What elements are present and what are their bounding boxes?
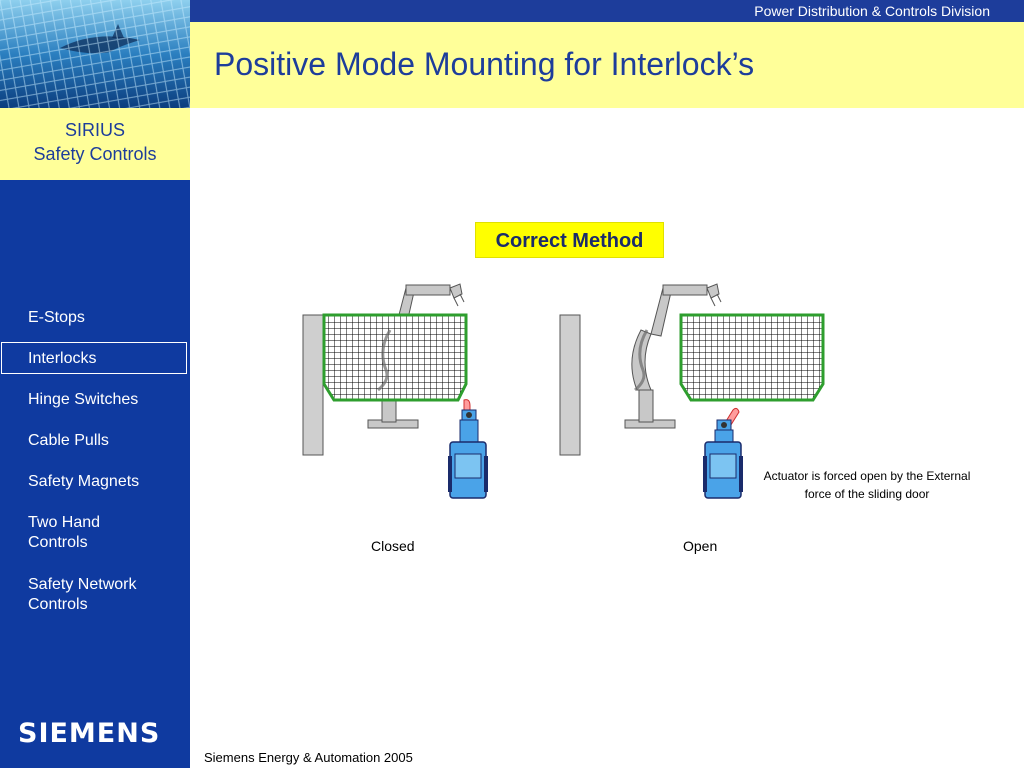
nav-item-e-stops[interactable]: E-Stops <box>28 309 85 326</box>
division-label: Power Distribution & Controls Division <box>754 3 990 19</box>
nav-item-interlocks[interactable]: Interlocks <box>28 350 97 367</box>
page-title: Positive Mode Mounting for Interlock’s <box>214 46 755 82</box>
header-photo <box>0 0 190 108</box>
sidebar-brand <box>0 108 190 180</box>
interlock-switch-open <box>703 420 743 498</box>
siemens-logo: SIEMENS <box>18 718 161 749</box>
interlock-switch-closed <box>448 410 488 498</box>
nav-item-two-hand-controls[interactable]: Two Hand Controls <box>28 514 101 551</box>
nav-item-safety-network-controls[interactable]: Safety Network Controls <box>28 576 137 613</box>
closed-diagram <box>298 280 498 502</box>
safety-fence <box>681 315 823 400</box>
wall-post <box>560 315 580 455</box>
wall-post <box>303 315 323 455</box>
nav-item-safety-magnets[interactable]: Safety Magnets <box>28 473 140 490</box>
nav-item-cable-pulls[interactable]: Cable Pulls <box>28 432 109 449</box>
title-band <box>190 22 1024 108</box>
correct-method-badge: Correct Method <box>475 222 664 258</box>
safety-fence <box>324 315 466 400</box>
caption-closed: Closed <box>371 538 415 554</box>
brand-line-2: Safety Controls <box>33 144 157 164</box>
caption-open: Open <box>683 538 718 554</box>
nav-item-hinge-switches[interactable]: Hinge Switches <box>28 391 139 408</box>
actuator-note: Actuator is forced open by the External force of the sliding door <box>763 469 971 501</box>
brand-line-1: SIRIUS <box>64 120 125 140</box>
footer-text: Siemens Energy & Automation 2005 <box>204 750 413 765</box>
